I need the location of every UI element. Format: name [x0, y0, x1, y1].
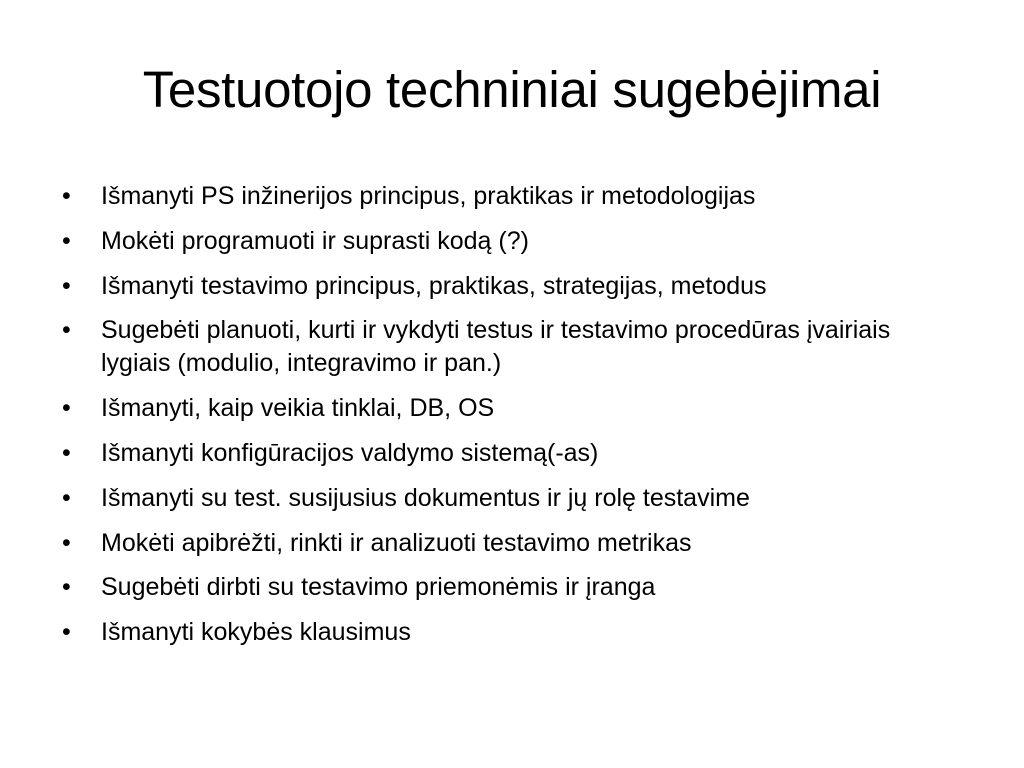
slide-title: Testuotojo techniniai sugebėjimai: [142, 61, 882, 118]
bullet-marker: •: [62, 271, 71, 300]
bullet-marker: •: [62, 483, 71, 512]
list-item: [62, 437, 962, 470]
bullet-text: Išmanyti kokybės klausimus: [101, 618, 411, 647]
bullet-marker: •: [62, 394, 71, 423]
bullet-marker: •: [62, 438, 71, 467]
bullet-text: Mokėti programuoti ir suprasti kodą (?): [101, 226, 529, 255]
list-item: [62, 616, 962, 649]
bullet-marker: •: [62, 528, 71, 557]
bullet-list: [62, 180, 962, 661]
list-item: [62, 314, 962, 380]
list-item: [62, 270, 962, 303]
list-item: [62, 392, 962, 425]
bullet-marker: •: [62, 316, 71, 345]
list-item: [62, 180, 962, 213]
bullet-text: Išmanyti PS inžinerijos principus, praktikas ir metodologijas: [101, 182, 756, 210]
bullet-text: Išmanyti testavimo principus, praktikas, strategijas, metodus: [101, 271, 767, 300]
bullet-marker: •: [62, 182, 71, 210]
list-item: [62, 527, 962, 560]
bullet-text: Sugebėti planuoti, kurti ir vykdyti testus ir testavimo procedūras įvairiais lygiais (modulio, integravimo ir pan.): [101, 316, 891, 378]
bullet-text: Mokėti apibrėžti, rinkti ir analizuoti testavimo metrikas: [101, 528, 692, 557]
bullet-text: Išmanyti, kaip veikia tinklai, DB, OS: [101, 394, 495, 423]
list-item: [62, 482, 962, 515]
bullet-marker: •: [62, 573, 71, 602]
list-item: [62, 225, 962, 258]
bullet-marker: •: [62, 618, 71, 647]
list-item: [62, 571, 962, 604]
bullet-text: Išmanyti konfigūracijos valdymo sistemą(-as): [101, 438, 599, 467]
bullet-text: Sugebėti dirbti su testavimo priemonėmis ir įranga: [101, 573, 656, 602]
bullet-text: Išmanyti su test. susijusius dokumentus ir jų rolę testavime: [101, 483, 750, 512]
bullet-marker: •: [62, 226, 71, 255]
